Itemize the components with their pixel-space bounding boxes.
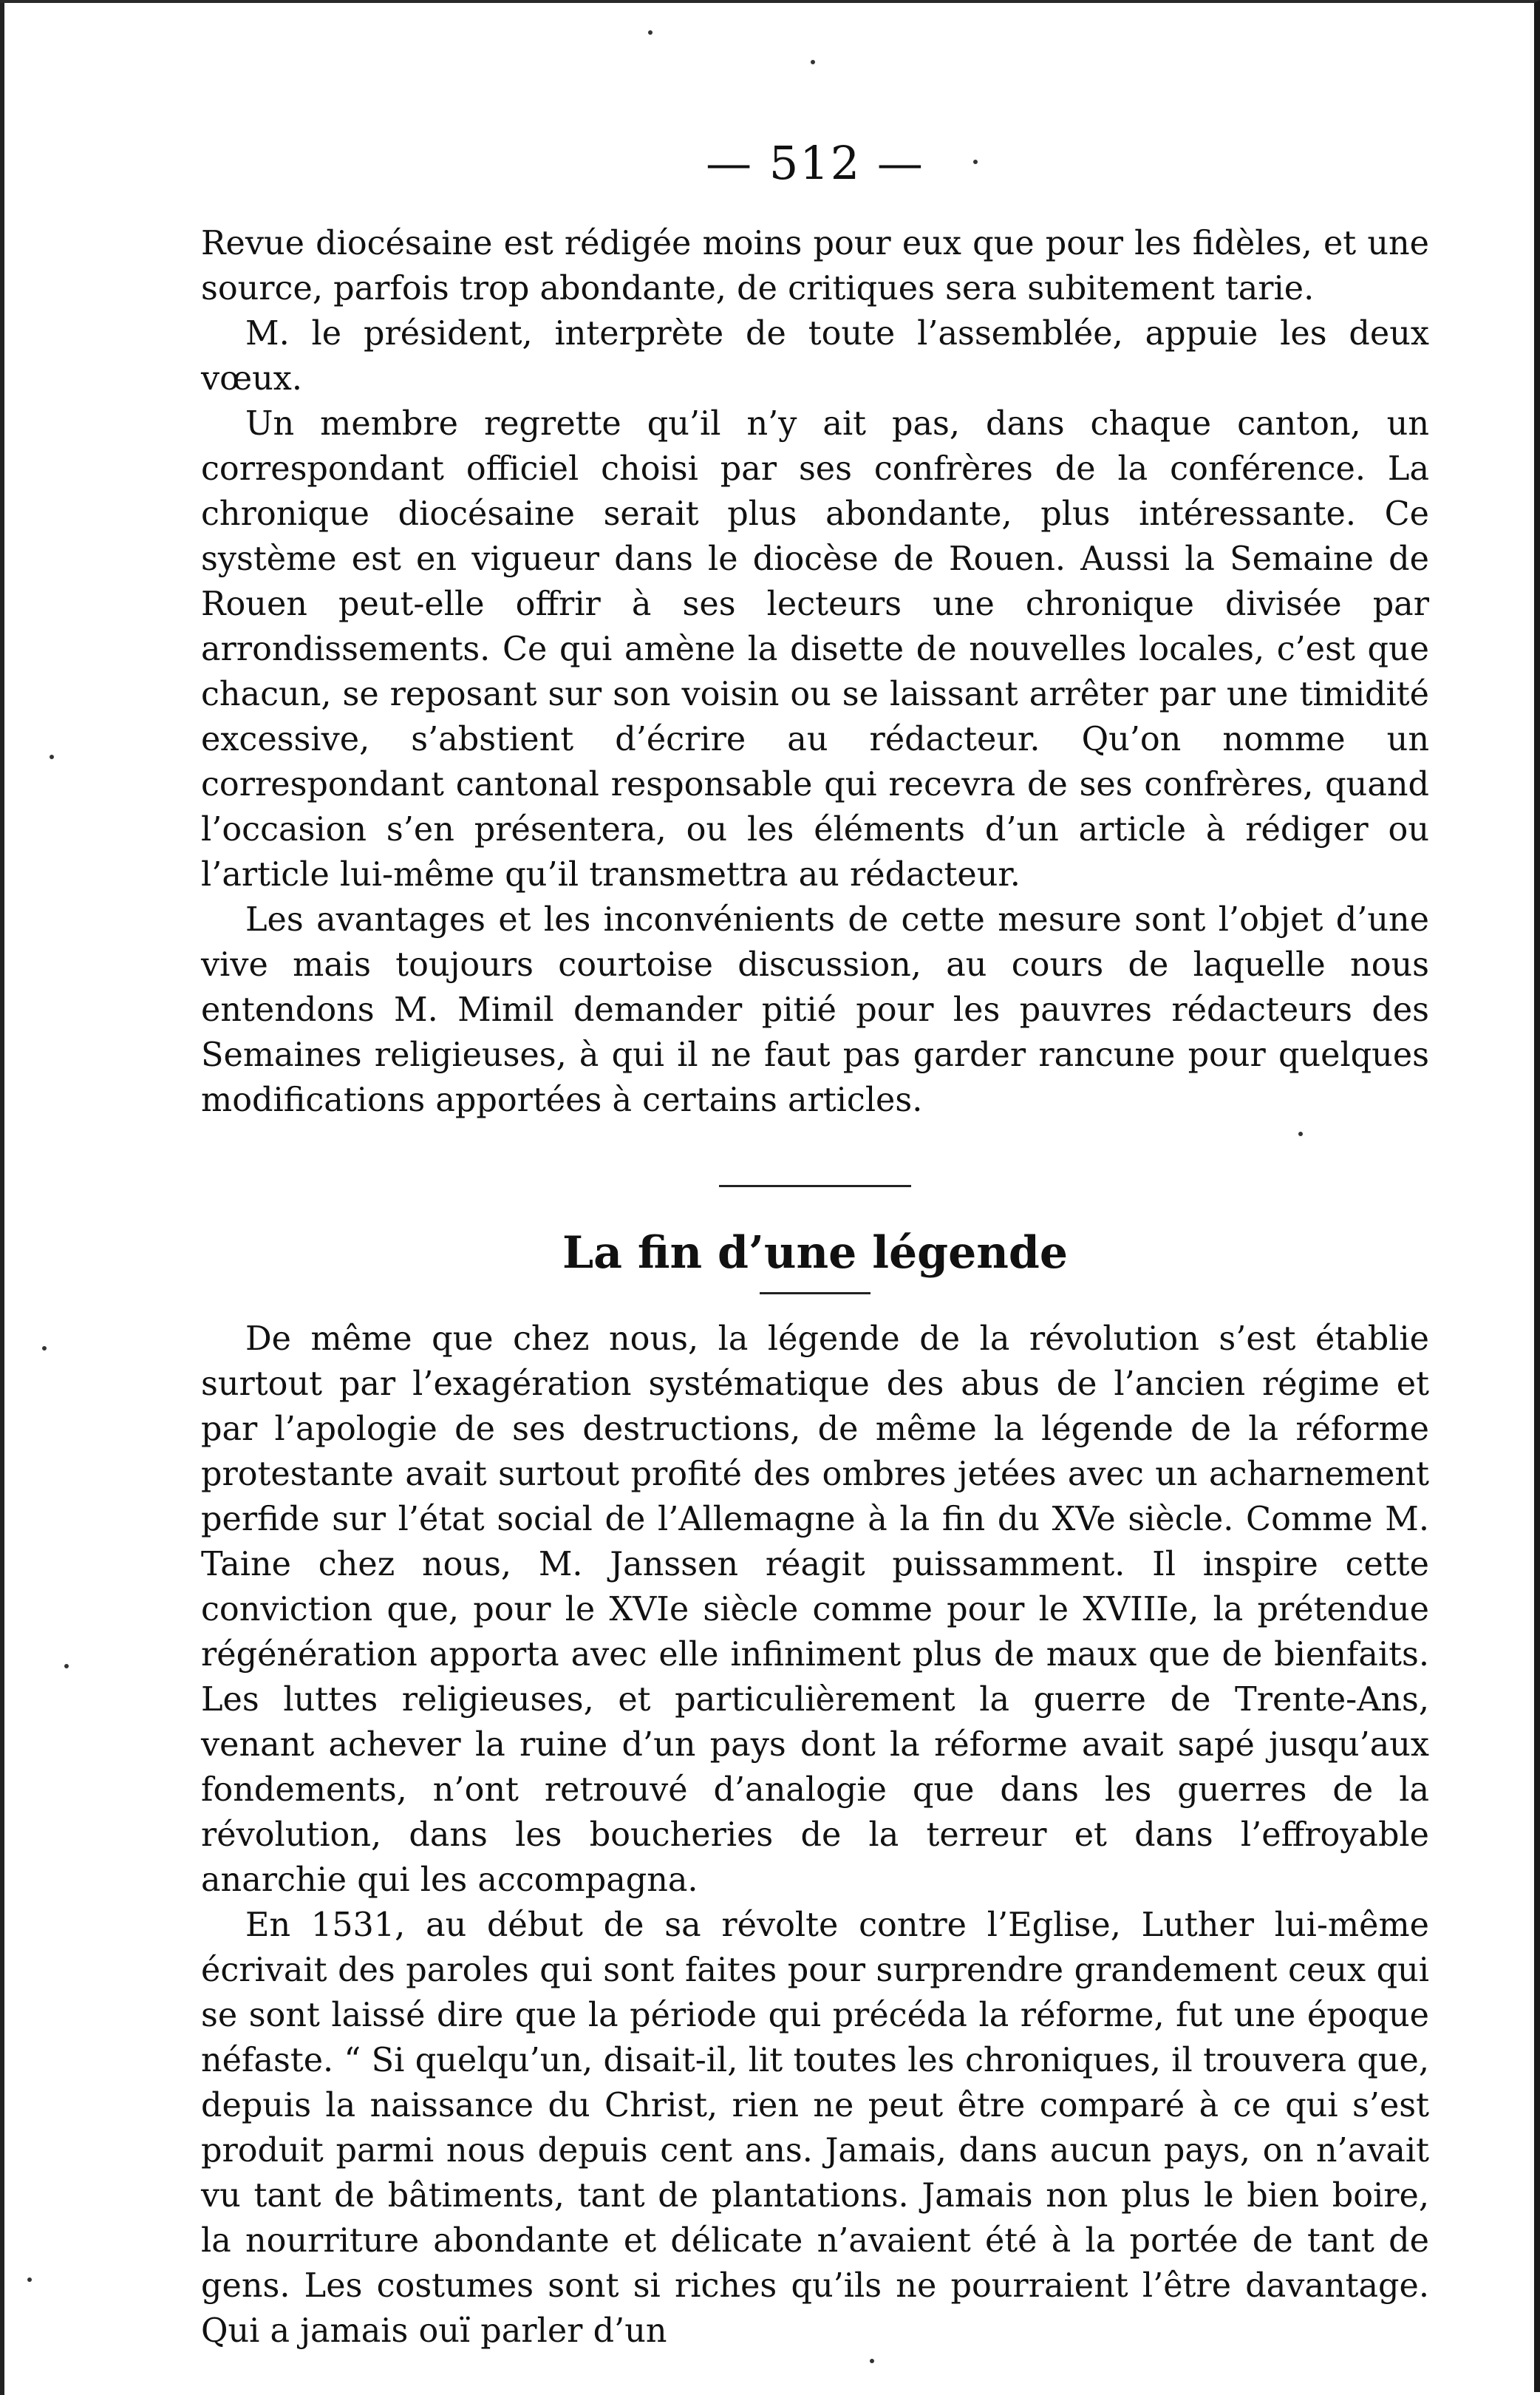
section-title: La fin d’une légende (562, 1227, 1069, 1279)
title-underline (760, 1292, 870, 1294)
page-number: — 512 — (706, 136, 924, 190)
paragraph: Les avantages et les inconvénients de cette mesure sont l’objet d’une vive mais toujours courtoise discussion, au cours de laquelle nous entendons M. Mimil demander pitié pour les pauvres rédacteurs des Semaines religieuses, à qui il ne faut pas garder rancune pour quelques modifications apportées à certains articles. (201, 901, 1429, 1119)
text-column (201, 136, 1429, 2354)
paragraph: Revue diocésaine est rédigée moins pour eux que pour les fidèles, et une source, parfois trop abondante, de critiques sera subitement tarie. (201, 225, 1429, 308)
paragraph: M. le président, interprète de toute l’assemblée, appuie les deux vœux. (201, 315, 1429, 398)
paragraph: De même que chez nous, la légende de la révolution s’est établie surtout par l’exagération systématique des abus de l’ancien régime et par l’apologie de ses destructions, de même la légende de la réforme protestante avait surtout profité des ombres jetées avec un acharnement perfide sur l’état social de l’Allemagne à la fin du XVe siècle. Comme M. Taine chez nous, M. Janssen réagit puissamment. Il inspire cette conviction que, pour le XVIe siècle comme pour le XVIIIe, la prétendue régénération apporta avec elle infiniment plus de maux que de bienfaits. Les luttes religieuses, et particulièrement la guerre de Trente-Ans, venant achever la ruine d’un pays dont la réforme avait sapé jusqu’aux fondements, n’ont retrouvé d’analogie que dans les guerres de la révolution, dans les boucheries de la terreur et dans l’effroyable anarchie qui les accompagna. (201, 1320, 1429, 1899)
paragraph: Un membre regrette qu’il n’y ait pas, dans chaque canton, un correspondant officiel choisi par ses confrères de la conférence. La chronique diocésaine serait plus abondante, plus intéressante. Ce système est en vigueur dans le diocèse de Rouen. Aussi la Semaine de Rouen peut-elle offrir à ses lecteurs une chronique divisée par arrondissements. Ce qui amène la disette de nouvelles locales, c’est que chacun, se reposant sur son voisin ou se laissant arrêter par une timidité excessive, s’abstient d’écrire au rédacteur. Qu’on nomme un correspondant cantonal responsable qui recevra de ses confrères, quand l’occasion s’en présentera, ou les éléments d’un article à rédiger ou l’article lui-même qu’il transmettra au rédacteur. (201, 405, 1429, 894)
scan-edge (0, 3, 4, 2395)
section-divider (719, 1185, 911, 1187)
paragraph: En 1531, au début de sa révolte contre l’Eglise, Luther lui-même écrivait des paroles qui sont faites pour surprendre grandement ceux qui se sont laissé dire que la période qui précéda la réforme, fut une époque néfaste. “ Si quelqu’un, disait-il, lit toutes les chroniques, il trouvera que, depuis la naissance du Christ, rien ne peut être comparé à ce qui s’est produit parmi nous depuis cent ans. Jamais, dans aucun pays, on n’avait vu tant de bâtiments, tant de plantations. Jamais non plus le bien boire, la nourriture abondante et délicate n’avaient été à la portée de tant de gens. Les costumes sont si riches qu’ils ne pourraient l’être davantage. Qui a jamais ouï parler d’un (201, 1906, 1429, 2350)
